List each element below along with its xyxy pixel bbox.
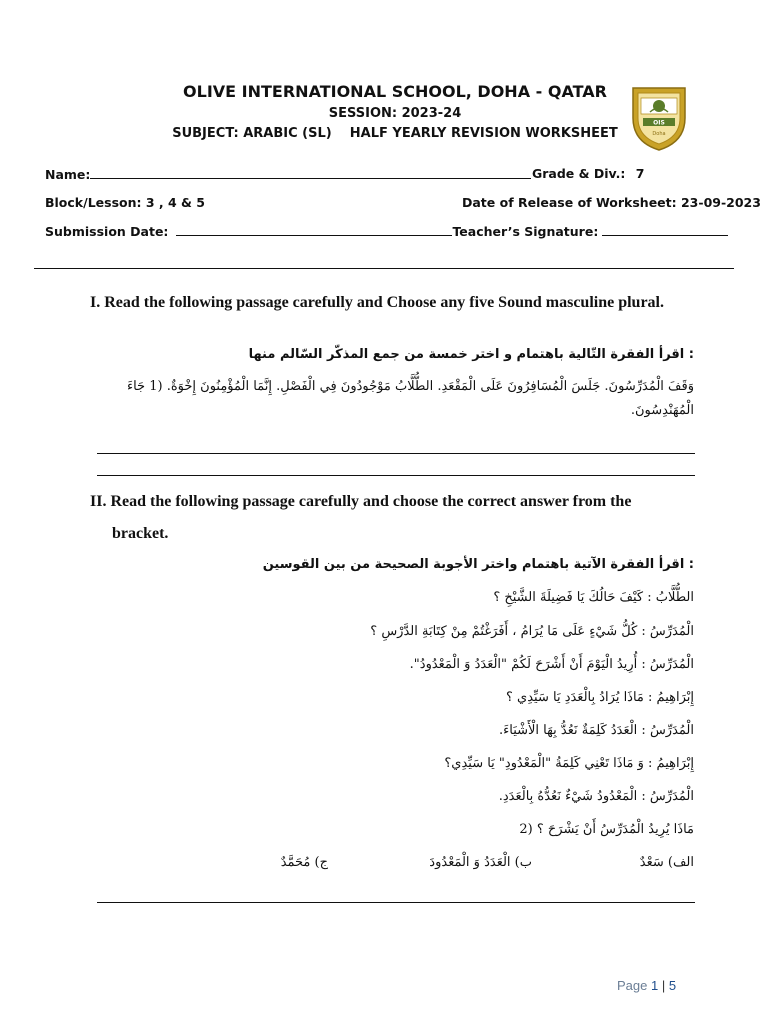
section1-title: I. Read the following passage carefully and Choose any five Sound masculine plural. (90, 294, 664, 311)
answer-line-3[interactable] (97, 902, 695, 903)
dialogue-line: الْمُدَرِّسُ : كُلُّ شَيْءٍ عَلَى مَا يُرَامُ ، أَفَرَغْتُمْ مِنْ كِتَابَةِ الدَّرْسِ ؟ (370, 624, 694, 639)
option-b[interactable]: ب) الْعَدَدُ وَ الْمَعْدُودَ (429, 855, 532, 870)
section1-passage: وَقَفَ الْمُدَرِّسُونَ. جَلَسَ الْمُسَافِرُونَ عَلَى الْمَقْعَدِ. الطُّلَّابُ مَوْجُودُونَ فِي الْفَصْلِ. إِنَّمَا الْمُؤْمِنُونَ إِخْوَةٌ. (1 جَاءَ الْمُهَنْدِسُونَ. (126, 379, 694, 418)
block-label: Block/Lesson: (45, 195, 142, 210)
question-2: مَاذَا يُرِيدُ الْمُدَرِّسُ أَنْ يَشْرَحَ ؟ (2 (519, 822, 694, 837)
name-label: Name: (45, 167, 91, 182)
grade-label: Grade & Div.: (532, 166, 626, 181)
option-a[interactable]: الف) سَعْدٌ (639, 855, 694, 870)
logo-text-bottom: Doha (652, 131, 666, 137)
dialogue-line: إِبْرَاهِيمُ : وَ مَاذَا تَعْنِي كَلِمَةُ "الْمَعْدُودِ" يَا سَيِّدِي؟ (444, 756, 694, 771)
release-row (462, 195, 761, 210)
dialogue-line: الطُّلَّابُ : كَيْفَ حَالُكَ يَا فَضِيلَةَ الشَّيْخِ ؟ (493, 590, 694, 605)
signature-label: Teacher’s Signature: (452, 224, 599, 239)
subject-line: SUBJECT: ARABIC (SL) HALF YEARLY REVISION WORKSHEET (172, 126, 618, 141)
dialogue-line: الْمُدَرِّسُ : الْعَدَدُ كَلِمَةٌ نَعُدُّ بِهَا الْأَشْيَاءَ. (499, 723, 694, 738)
block-value: 3 , 4 & 5 (145, 195, 206, 210)
dialogue-line: الْمُدَرِّسُ : أُرِيدُ الْيَوْمَ أَنْ أَشْرَحَ لَكُمْ "الْعَدَدُ وَ الْمَعْدُودُ". (409, 657, 694, 672)
release-value: 23-09-2023 (680, 195, 761, 210)
section2-title-line1: II. Read the following passage carefully and choose the correct answer from the (90, 493, 632, 510)
block-row (45, 195, 205, 210)
option-c[interactable]: ج) مُحَمَّدٌ (280, 855, 328, 870)
page-separator: | (661, 978, 666, 993)
logo-text-top: OIS (653, 119, 665, 127)
session-line: SESSION: 2023-24 (328, 106, 462, 121)
dialogue-line: الْمُدَرِّسُ : الْمَعْدُودُ شَيْءٌ نَعُدُّهُ بِالْعَدَدِ. (498, 789, 694, 804)
release-label: Date of Release of Worksheet: (462, 195, 677, 210)
section2-title-line2: bracket. (112, 525, 169, 542)
page-number: 1 (651, 978, 659, 993)
page-label: Page (617, 978, 648, 993)
name-row (45, 166, 531, 182)
grade-row (532, 166, 645, 181)
grade-value: 7 (635, 166, 645, 181)
header-divider (34, 268, 734, 269)
submission-label: Submission Date: (45, 224, 169, 239)
submission-row (45, 223, 728, 239)
section1-instruction: : اقرأ الفقرة التّالية باهتمام و اختر خمسة من جمع المذكّر السّالم منها (248, 347, 694, 362)
section2-instruction: : اقرأ الفقرة الآتية باهتمام واختر الأجوبة الصحيحة من بين القوسين (262, 557, 694, 572)
signature-field[interactable] (602, 223, 728, 236)
school-name: OLIVE INTERNATIONAL SCHOOL, DOHA - QATAR (183, 82, 607, 101)
dialogue-line: إِبْرَاهِيمُ : مَاذَا يُرَادُ بِالْعَدَدِ يَا سَيِّدِي ؟ (506, 690, 694, 705)
school-logo (628, 82, 690, 152)
answer-line-1[interactable] (97, 453, 695, 454)
page-footer (617, 978, 676, 993)
name-field[interactable] (90, 166, 531, 179)
answer-line-2[interactable] (97, 475, 695, 476)
page-total: 5 (668, 978, 677, 993)
submission-field[interactable] (176, 223, 452, 236)
